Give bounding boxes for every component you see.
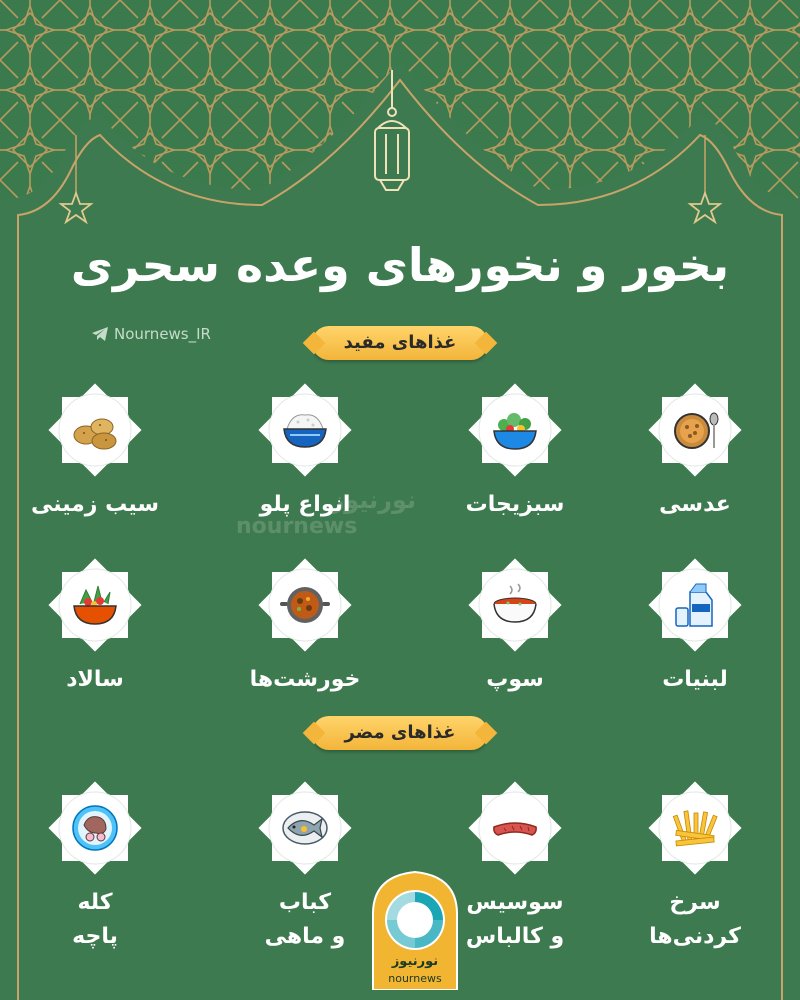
salad-bowl-icon [70,580,120,630]
handle-text: Nournews_IR [114,325,211,343]
french-fries-icon [670,803,720,853]
telegram-icon [92,327,108,341]
stew-pot-icon [280,580,330,630]
section-pill-good: غذاهای مفید [312,326,488,360]
item-label: سوسیس و کالباس [465,890,565,949]
lentil-soup-icon [670,405,720,455]
bad-item [20,778,170,954]
sheep-head-icon [70,803,120,853]
good-item [20,555,170,697]
logo-text-en: nournews [388,972,442,985]
vegetables-bowl-icon [490,405,540,455]
item-label: خورشت‌ها [249,667,361,692]
item-label: سالاد [66,667,124,692]
good-item [620,380,770,522]
bad-item [230,778,380,954]
potatoes-icon [70,405,120,455]
watermark-fa: نورنیوز [330,486,416,514]
item-label: انواع پلو [259,492,351,517]
item-label: لبنیات [662,667,728,692]
logo-text-fa: نورنیوز [391,954,439,969]
item-label: سرخ کردنی‌ها [649,890,741,949]
watermark-en: nournews [236,514,358,539]
bad-item [620,778,770,954]
good-item [230,555,380,697]
good-item [620,555,770,697]
nournews-logo [365,870,465,990]
sausage-icon [490,803,540,853]
grilled-fish-icon [280,803,330,853]
item-label: سبزیجات [465,492,565,517]
telegram-handle [92,325,211,343]
page-title: بخور و نخورهای وعده سحری [70,238,730,292]
item-label: عدسی [659,492,731,517]
good-item [440,555,590,697]
item-label: کله پاچه [72,890,118,949]
soup-bowl-icon [490,580,540,630]
item-label: سیب زمینی [30,492,160,517]
milk-carton-icon [670,580,720,630]
good-item [440,380,590,522]
item-label: سوپ [486,667,544,692]
good-item [20,380,170,522]
good-item [230,380,380,522]
section-pill-bad: غذاهای مضر [312,716,488,750]
item-label: کباب و ماهی [264,890,346,949]
rice-bowl-icon [280,405,330,455]
